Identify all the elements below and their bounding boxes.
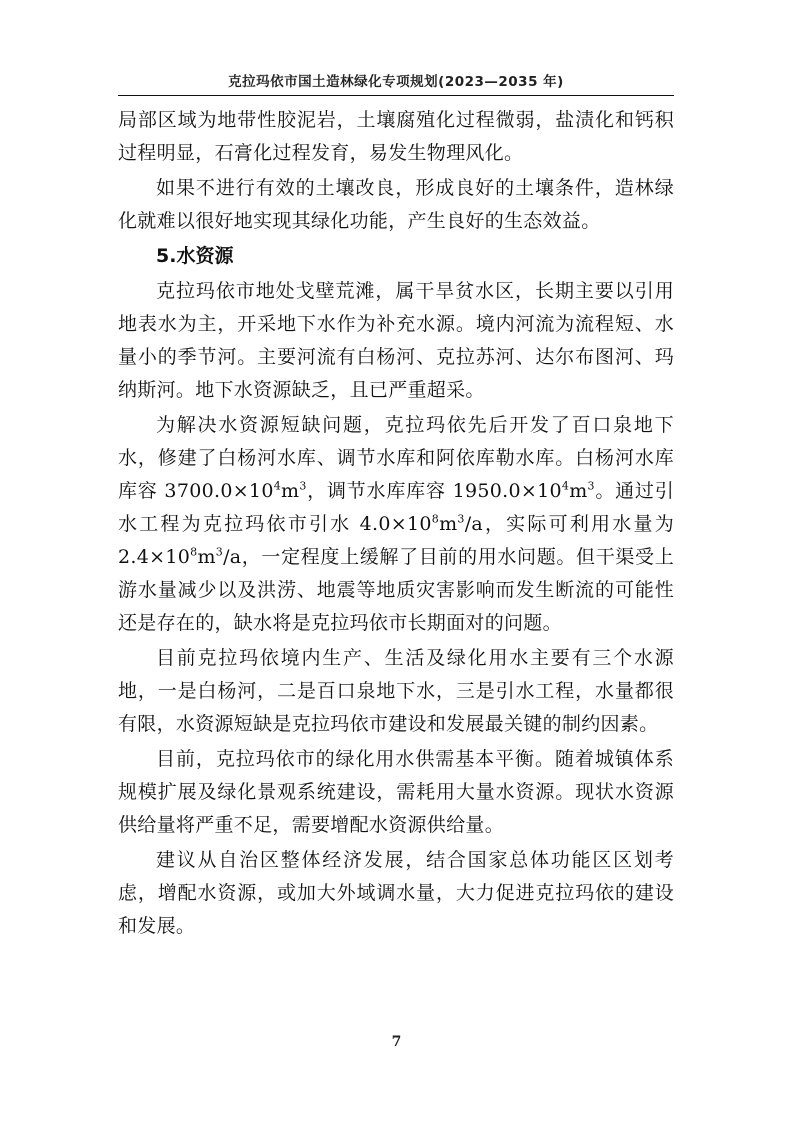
- running-header: 克拉玛依市国土造林绿化专项规划(2023—2035 年): [228, 74, 564, 90]
- superscript: 3: [215, 545, 224, 559]
- text-segment: /a，实际可利用水量为 2.4×10: [118, 513, 674, 568]
- section-heading-water-resources: 5.水资源: [156, 245, 234, 267]
- superscript: 3: [299, 479, 307, 493]
- paragraph-recommendation: 建议从自治区整体经济发展，结合国家总体功能区区划考虑，增配水资源，或加大外域调水量，大力促进克拉玛依的建设和发展。: [118, 849, 674, 937]
- document-body: [118, 104, 674, 945]
- superscript: 3: [587, 479, 595, 493]
- paragraph-water-sources: 目前克拉玛依境内生产、生活及绿化用水主要有三个水源地，一是白杨河，二是百口泉地下水，三是引水工程，水量都很有限，水资源短缺是克拉玛依市建设和发展最关键的制约因素。: [118, 647, 674, 735]
- superscript: 8: [190, 545, 198, 559]
- text-segment: m: [197, 546, 216, 568]
- paragraph-green-water-supply: 目前，克拉玛依市的绿化用水供需基本平衡。随着城镇体系规模扩展及绿化景观系统建设，需耗用大量水资源。现状水资源供给量将严重不足，需要增配水资源供给量。: [118, 748, 674, 836]
- superscript: 4: [561, 479, 570, 493]
- text-segment: 为解决水资源短缺问题，克拉玛依先后开发了百口泉地下水，修建了白杨河水库、调节水库和阿依库勒水库。白杨河水库库容 3700.0×10: [118, 414, 674, 502]
- text-segment: 。通过引水工程为克拉玛依市引水 4.0×10: [118, 480, 675, 535]
- superscript: 4: [273, 479, 282, 493]
- superscript: 3: [457, 512, 465, 526]
- paragraph-water-projects: [118, 409, 674, 640]
- header-rule: [118, 95, 674, 96]
- paragraph-soil-continuation: 局部区域为地带性胶泥岩，土壤腐殖化过程微弱，盐渍化和钙积过程明显，石膏化过程发育，易发生物理风化。: [118, 109, 674, 164]
- superscript: 8: [431, 512, 440, 526]
- page-number: 7: [391, 1034, 402, 1050]
- text-segment: m: [439, 513, 458, 535]
- text-segment: m: [569, 480, 588, 502]
- paragraph-water-overview: 克拉玛依市地处戈壁荒滩，属干旱贫水区，长期主要以引用地表水为主，开采地下水作为补充水源。境内河流为流程短、水量小的季节河。主要河流有白杨河、克拉苏河、达尔布图河、玛纳斯河。地下水资源缺乏，且已严重超采。: [118, 280, 674, 401]
- text-segment: ，调节水库库容 1950.0×10: [306, 480, 562, 502]
- paragraph-soil-improvement: 如果不进行有效的土壤改良，形成良好的土壤条件，造林绿化就难以很好地实现其绿化功能，产生良好的生态效益。: [118, 177, 674, 232]
- text-segment: /a，一定程度上缓解了目前的用水问题。但干渠受上游水量减少以及洪涝、地震等地质灾害影响而发生断流的可能性还是存在的，缺水将是克拉玛依市长期面对的问题。: [118, 546, 674, 634]
- text-segment: m: [281, 480, 300, 502]
